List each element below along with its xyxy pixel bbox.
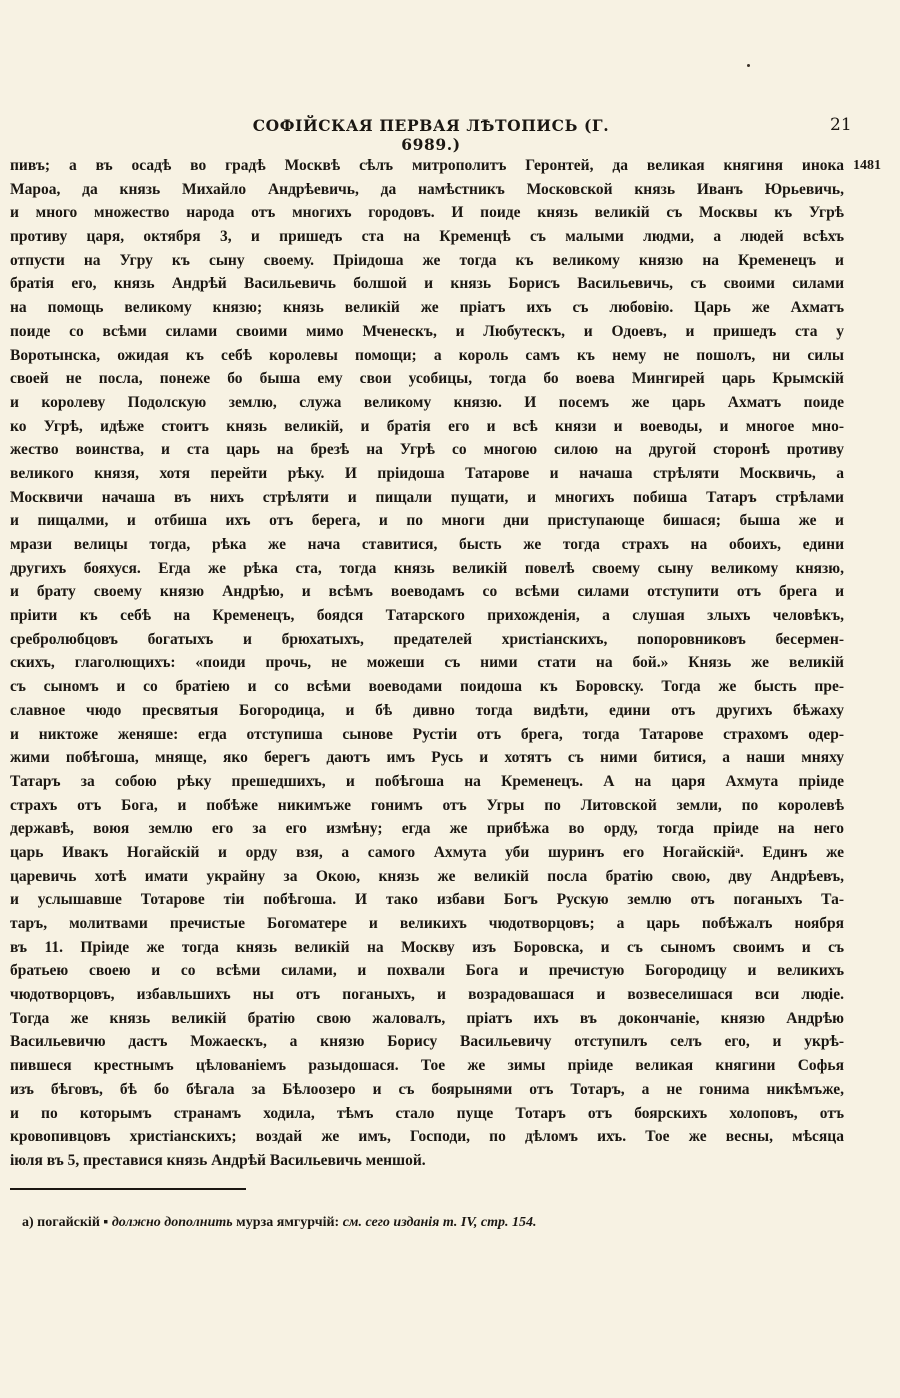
footnote <box>22 1215 536 1231</box>
text-line: Воротынска, ожидая къ себѣ королевы помощи; а король самъ къ нему не пошолъ, ни силы <box>10 346 844 364</box>
text-line: своей не посла, понеже бо быша ему свои усобицы, тогда бо воева Мингирей царь Крымскій <box>10 370 844 388</box>
text-line: Тогда же князь великій братію свою жаловалъ, пріатъ ихъ въ докончаніе, князю Андрѣю <box>10 1009 844 1027</box>
text-line: Москвичи начаша въ нихъ стрѣляти и пищали пущати, и многихъ побиша Татаръ стрѣлами <box>10 488 844 506</box>
text-line: и услышавше Тотарове тіи побѣгоша. И тако избави Богъ Рускую землю отъ поганыхъ Та- <box>10 891 844 909</box>
text-line: славное чюдо пресвятыя Богородица, и бѣ дивно тогда видѣти, едини отъ другихъ бѣжаху <box>10 701 844 719</box>
text-line: пивъ; а въ осадѣ во градѣ Москвѣ сѣлъ митрополитъ Геронтей, да великая княгиня инока <box>10 157 844 174</box>
text-line: изъ бѣговъ, бѣ бо бѣгала за Бѣлоозеро и съ боярынями отъ Тотаръ, а не гонима никѣмъже, <box>10 1080 844 1098</box>
text-line: отпусти на Угру къ сыну своему. Пріидоша же тогда къ великому князю на Кременецъ и <box>10 251 844 269</box>
text-line: мрази велицы тогда, рѣка же нача ставитися, бысть же тогда страхъ на обоихъ, едини <box>10 536 844 553</box>
text-line: Мароа, да князь Михайло Андрѣевичь, да намѣстникъ Московской князь Иванъ Юрьевичь, <box>10 180 844 198</box>
text-line: великого князя, хотя перейти рѣку. И пріидоша Татарове и начаша стрѣляти Москвичь, а <box>10 464 844 482</box>
footnote-italic-1: должно дополнить <box>111 1215 233 1230</box>
text-line: жество воинства, и ста царь на брезѣ на Угрѣ со многою силою на другой сторонѣ противу <box>10 441 844 459</box>
text-line: братьею своею и со всѣми силами, и похвали Бога и пречистую Богородицу и великихъ <box>10 962 844 980</box>
text-line: ко Угрѣ, идѣже стоитъ князь великій, и братія его и всѣ князи и воеводы, и многое мно- <box>10 417 844 435</box>
text-line: и брату своему князю Андрѣю, и всѣмъ воеводамъ со всѣми силами отступити отъ брега и <box>10 583 844 601</box>
text-line: державѣ, воюя землю его за его измѣну; егда же прибѣжа во орду, тогда пріиде на него <box>10 820 844 838</box>
text-line: кровопивцовъ христіанскихъ; воздай же имъ, Господи, по дѣломъ ихъ. Тое же весны, мѣсяца <box>10 1128 844 1146</box>
text-line: съ сыномъ и со братіею и со всѣми воеводами поидоша къ Боровску. Тогда же бысть пре- <box>10 678 844 696</box>
text-line: пріити къ себѣ на Кременецъ, боядся Татарского прихожденія, а слушая злыхъ человѣкъ, <box>10 607 844 625</box>
footnote-marker-text: а) погайскій <box>22 1215 100 1230</box>
text-line: противу царя, октября 3, и пришедъ ста на Кременцѣ съ малыми людми, а людей всѣхъ <box>10 228 844 246</box>
text-line: скихъ, глаголющихъ: «поиди прочь, не можеши съ ними стати на бой.» Князь же великій <box>10 654 844 672</box>
text-line: пившеся крестнымъ цѣлованіемъ разыдошася. Тое же зимы пріиде великая княгини Софья <box>10 1057 844 1075</box>
text-line: другихъ бояхуся. Егда же рѣка ста, тогда князь великій повелѣ своему сыну великому князю, <box>10 559 844 577</box>
text-line: братія его, князь Андрѣй Васильевичь болшой и князь Борисъ Васильевичь, съ своими силами <box>10 275 844 293</box>
text-line: и никтоже женяше: егда отступиша сынове Рустіи отъ брега, тогда Татарове страхомъ одер- <box>10 725 844 743</box>
running-title: СОФІЙСКАЯ ПЕРВАЯ ЛѢТОПИСЬ (Г. 6989.) <box>252 116 610 154</box>
text-line: Татаръ за собою рѣку прешедшихъ, и побѣгоша на Кременецъ. А на царя Ахмута пріиде <box>10 772 844 790</box>
ink-speck <box>747 64 750 67</box>
text-line: поиде со всѣми силами своими мимо Мченескъ, и Любутескъ, и Одоевъ, и пришедъ ста у <box>10 322 844 340</box>
text-line: сребролюбцовъ богатыхъ и брюхатыхъ, предателей христіанскихъ, попоровниковъ бесермен- <box>10 630 844 648</box>
text-line: Васильевичю дастъ Можаескъ, а князю Борису Васильевичу отступилъ селъ его, и укрѣ- <box>10 1033 844 1051</box>
text-line: и королеву Подолскую землю, служа великому князю. И посемъ же царь Ахматъ поиде <box>10 393 844 411</box>
text-line: царь Ивакъ Ногайскій и орду взя, а самого Ахмута уби шуринъ его Ногайскійᵃ. Единъ же <box>10 843 844 861</box>
text-line: чюдотворцовъ, избавльшихъ ны отъ поганыхъ, и возрадовашася и возвеселишася вси людіе. <box>10 986 844 1004</box>
text-line: царевичь хотѣ имати украйну за Окою, князь же великій посла братію свою, дву Андрѣевъ, <box>10 867 844 885</box>
page-header <box>0 115 900 154</box>
text-line: и пищалми, и отбиша ихъ отъ берега, и по многи дни приступающе бишася; быша же и <box>10 512 844 530</box>
text-line: жими побѣгоша, мняще, яко берегъ даютъ имъ Русь и хотятъ съ ними битися, а наши мняху <box>10 749 844 767</box>
footnote-text: мурза ямгурчій: <box>232 1215 340 1230</box>
text-line: въ 11. Пріиде же тогда князь великій на Москву изъ Боровска, и съ сыномъ своимъ и съ <box>10 938 844 956</box>
footnote-rule <box>10 1188 246 1190</box>
text-line: и много множество народа отъ многихъ городовъ. И поиде князь великій съ Москвы къ Угрѣ <box>10 204 844 222</box>
text-line: страхъ отъ Бога, и побѣже никимъже гонимъ отъ Угры по Литовской земли, по королевѣ <box>10 796 844 814</box>
text-line: на помощь великому князю; князь великій же пріатъ ихъ съ любовію. Царь же Ахматъ <box>10 299 844 317</box>
footnote-italic-2: см. сего изданія т. IV, стр. 154. <box>339 1215 537 1230</box>
footnote-bullet: ▪ <box>103 1215 109 1230</box>
margin-year: 1481 <box>853 158 881 173</box>
page-number: 21 <box>830 115 852 135</box>
text-line: и по которымъ странамъ ходила, тѣмъ стало пуще Тотаръ отъ боярскихъ холоповъ, отъ <box>10 1104 844 1122</box>
text-line: іюля въ 5, преставися князь Андрѣй Васильевичь меншой. <box>10 1151 426 1169</box>
body-text <box>10 154 844 1173</box>
text-line: таръ, молитвами пречистые Богоматере и великихъ чюдотворцовъ; а царь побѣжалъ ноября <box>10 915 844 932</box>
